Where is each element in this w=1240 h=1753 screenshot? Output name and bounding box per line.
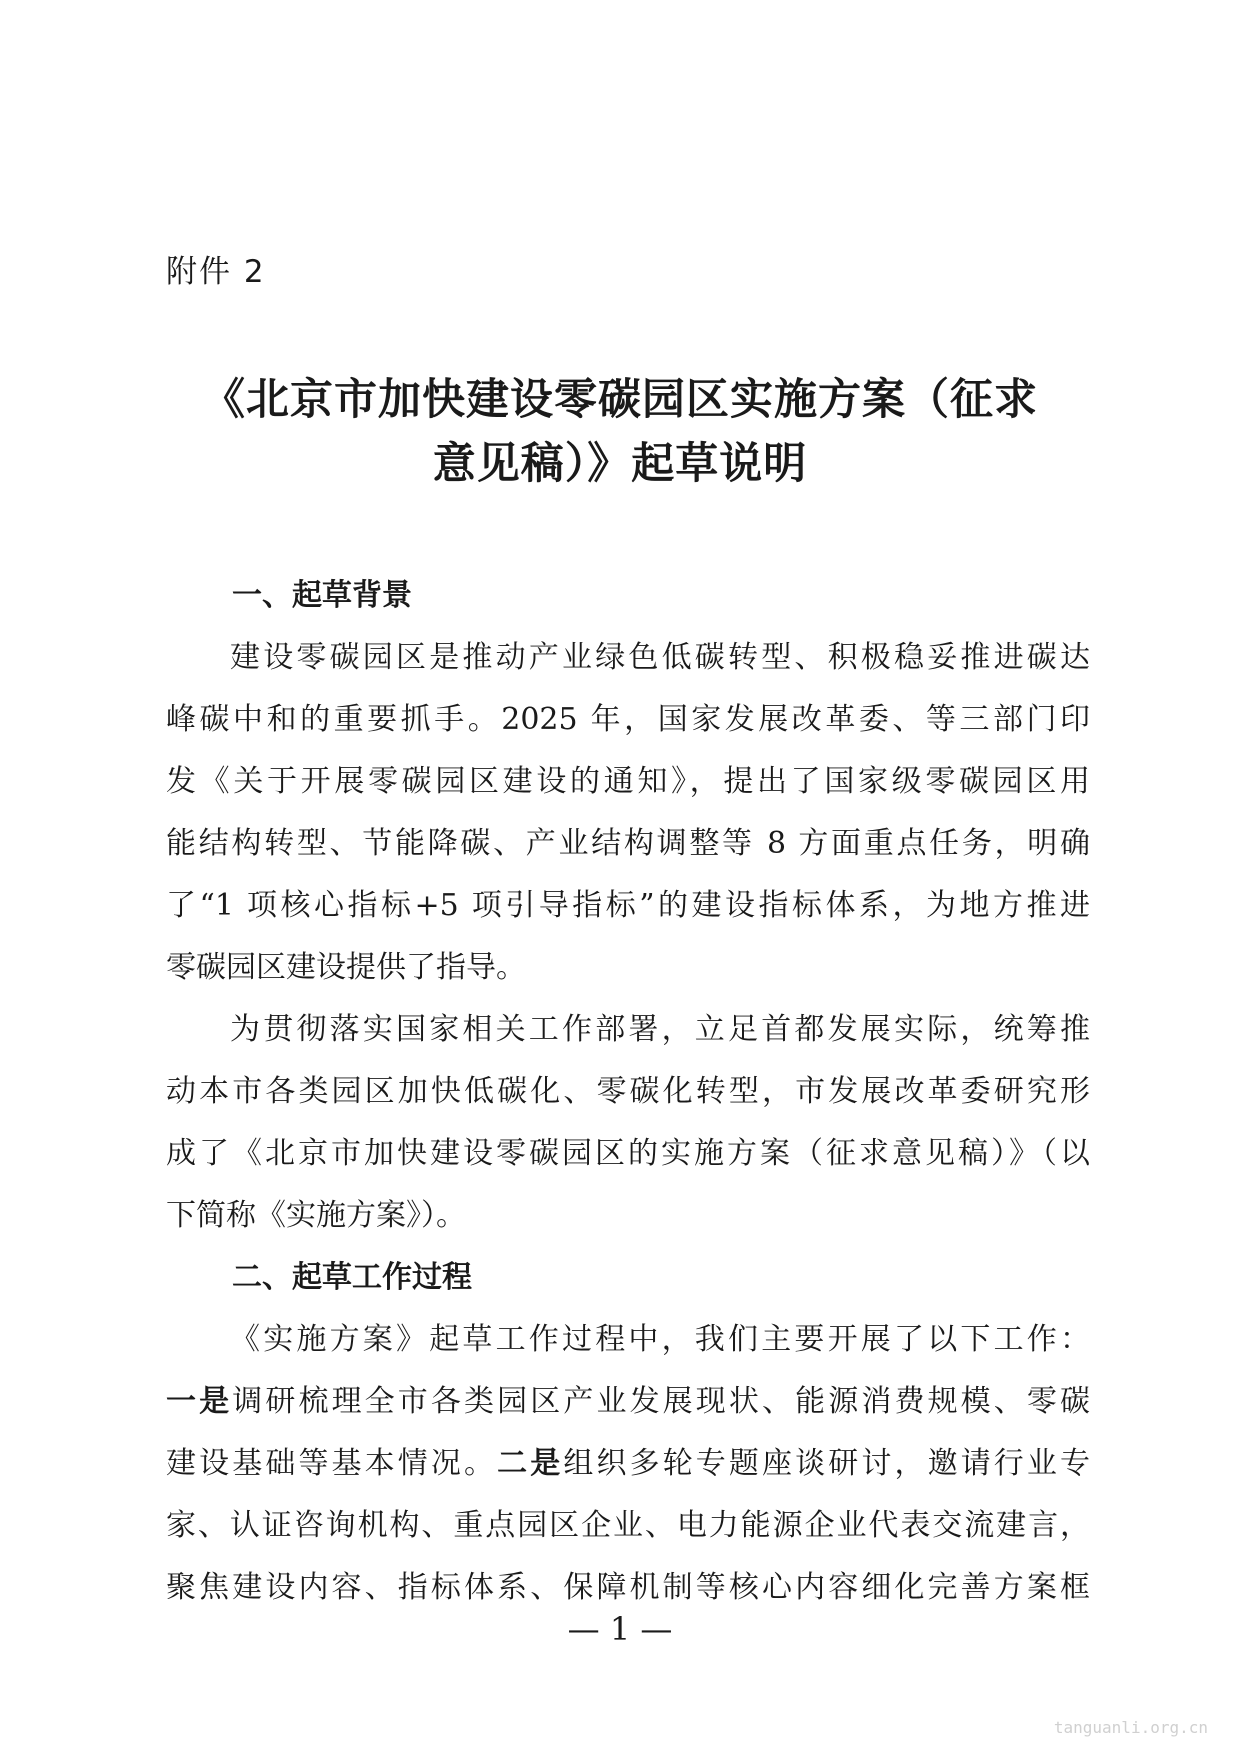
section-heading-process: 二、起草工作过程 (232, 1260, 472, 1295)
paragraph-line: 能结构转型、节能降碳、产业结构调整等 8 方面重点任务，明确 (166, 826, 1090, 861)
paragraph-line: 零碳园区建设提供了指导。 (166, 950, 526, 985)
paragraph-line: 建设零碳园区是推动产业绿色低碳转型、积极稳妥推进碳达 (230, 640, 1090, 675)
paragraph-text: 调研梳理全市各类园区产业发展现状、能源消费规模、零碳 (232, 1384, 1091, 1419)
paragraph-line: 动本市各类园区加快低碳化、零碳化转型，市发展改革委研究形 (166, 1074, 1090, 1109)
paragraph-line: 《实施方案》起草工作过程中，我们主要开展了以下工作： (230, 1322, 1090, 1357)
bold-marker-second: 二是 (497, 1446, 564, 1481)
bold-marker-first: 一是 (166, 1384, 233, 1419)
paragraph-line: 家、认证咨询机构、重点园区企业、电力能源企业代表交流建言， (166, 1508, 1090, 1543)
paragraph-line (166, 1433, 1090, 1495)
section-heading-background: 一、起草背景 (232, 578, 412, 613)
paragraph-text: 组织多轮专题座谈研讨，邀请行业专 (563, 1446, 1091, 1481)
title-line-1: 《北京市加快建设零碳园区实施方案（征求 (202, 375, 1038, 425)
paragraph-line: 发《关于开展零碳园区建设的通知》，提出了国家级零碳园区用 (166, 764, 1090, 799)
paragraph-line (166, 1371, 1090, 1433)
document-title (0, 368, 1240, 496)
paragraph-line: 了“1 项核心指标+5 项引导指标”的建设指标体系，为地方推进 (166, 888, 1090, 923)
title-line-2: 意见稿）》起草说明 (432, 439, 808, 489)
watermark-text: tanguanli.org.cn (1053, 1718, 1208, 1737)
document-body (166, 565, 1090, 1619)
paragraph-line: 成了《北京市加快建设零碳园区的实施方案（征求意见稿）》（以 (166, 1136, 1090, 1171)
page-number: — 1 — (567, 1610, 673, 1648)
paragraph-line: 为贯彻落实国家相关工作部署，立足首都发展实际，统筹推 (230, 1012, 1090, 1047)
paragraph-line: 峰碳中和的重要抓手。2025 年，国家发展改革委、等三部门印 (166, 702, 1090, 737)
attachment-label: 附件 2 (166, 254, 266, 290)
paragraph-line: 聚焦建设内容、指标体系、保障机制等核心内容细化完善方案框 (166, 1570, 1090, 1605)
paragraph-line: 下简称《实施方案》）。 (166, 1198, 466, 1233)
paragraph-text: 建设基础等基本情况。 (166, 1446, 498, 1481)
